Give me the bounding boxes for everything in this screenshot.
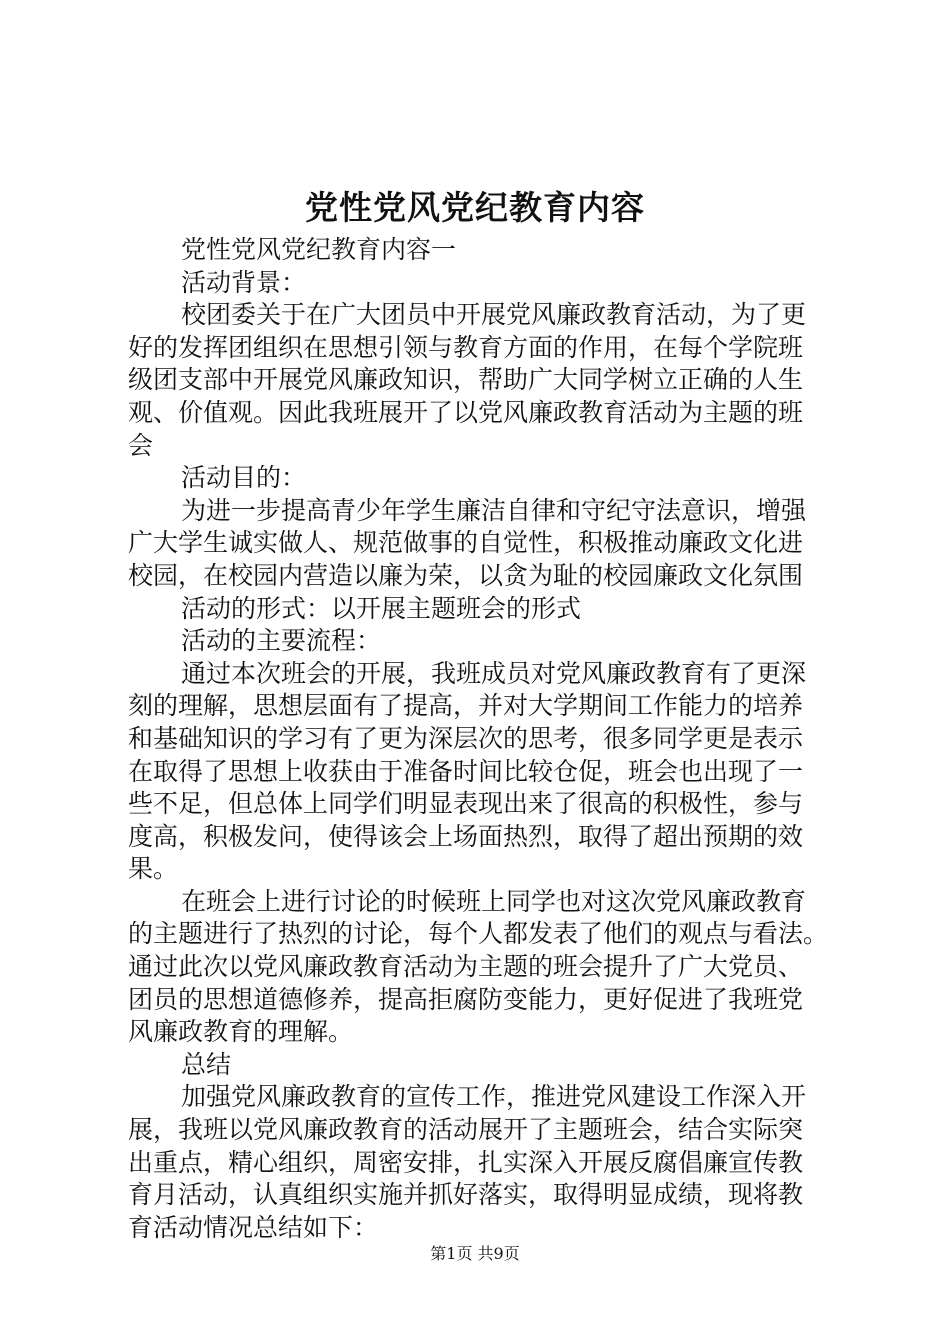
text-line: 通过此次以党风廉政教育活动为主题的班会提升了广大党员、 <box>128 952 804 982</box>
text-line: 育月活动，认真组织实施并抓好落实，取得明显成绩，现将教 <box>128 1180 804 1210</box>
text-line: 好的发挥团组织在思想引领与教育方面的作用，在每个学院班 <box>128 332 804 362</box>
text-line: 展，我班以党风廉政教育的活动展开了主题班会，结合实际突 <box>128 1115 804 1145</box>
text-line: 风廉政教育的理解。 <box>128 1017 354 1047</box>
text-line: 刻的理解，思想层面有了提高，并对大学期间工作能力的培养 <box>128 691 804 721</box>
text-line: 果。 <box>128 854 179 884</box>
text-line: 活动背景： <box>181 267 307 297</box>
text-line: 校团委关于在广大团员中开展党风廉政教育活动，为了更 <box>181 300 807 330</box>
text-line: 在班会上进行讨论的时候班上同学也对这次党风廉政教育 <box>181 886 807 916</box>
text-line: 为进一步提高青少年学生廉洁自律和守纪守法意识，增强 <box>181 495 807 525</box>
text-line: 活动的主要流程： <box>181 626 382 656</box>
text-line: 出重点，精心组织，周密安排，扎实深入开展反腐倡廉宣传教 <box>128 1147 804 1177</box>
text-line: 团员的思想道德修养，提高拒腐防变能力，更好促进了我班党 <box>128 984 804 1014</box>
text-line: 度高，积极发问，使得该会上场面热烈，取得了超出预期的效 <box>128 821 804 851</box>
text-line: 会 <box>128 430 154 460</box>
text-line: 广大学生诚实做人、规范做事的自觉性，积极推动廉政文化进 <box>128 528 804 558</box>
text-line: 观、价值观。因此我班展开了以党风廉政教育活动为主题的班 <box>128 397 804 427</box>
text-line: 活动目的： <box>181 463 307 493</box>
text-line: 在取得了思想上收获由于准备时间比较仓促，班会也出现了一 <box>128 756 804 786</box>
text-line: 总结 <box>181 1049 232 1079</box>
text-line: 和基础知识的学习有了更为深层次的思考，很多同学更是表示 <box>128 723 804 753</box>
text-line: 些不足，但总体上同学们明显表现出来了很高的积极性，参与 <box>128 789 804 819</box>
text-line: 通过本次班会的开展，我班成员对党风廉政教育有了更深 <box>181 658 807 688</box>
text-line: 加强党风廉政教育的宣传工作，推进党风建设工作深入开 <box>181 1082 807 1112</box>
text-line: 育活动情况总结如下： <box>128 1212 379 1242</box>
document-title: 党性党风党纪教育内容 <box>305 188 645 227</box>
text-line: 级团支部中开展党风廉政知识，帮助广大同学树立正确的人生 <box>128 365 804 395</box>
text-line: 党性党风党纪教育内容一 <box>181 235 457 264</box>
text-line: 活动的形式：以开展主题班会的形式 <box>181 593 582 623</box>
document-body <box>128 234 844 1244</box>
text-line: 的主题进行了热烈的讨论，每个人都发表了他们的观点与看法。 <box>128 919 829 949</box>
text-line: 校园，在校园内营造以廉为荣，以贪为耻的校园廉政文化氛围 <box>128 560 804 590</box>
page-number-footer: 第1页 共9页 <box>430 1244 520 1263</box>
